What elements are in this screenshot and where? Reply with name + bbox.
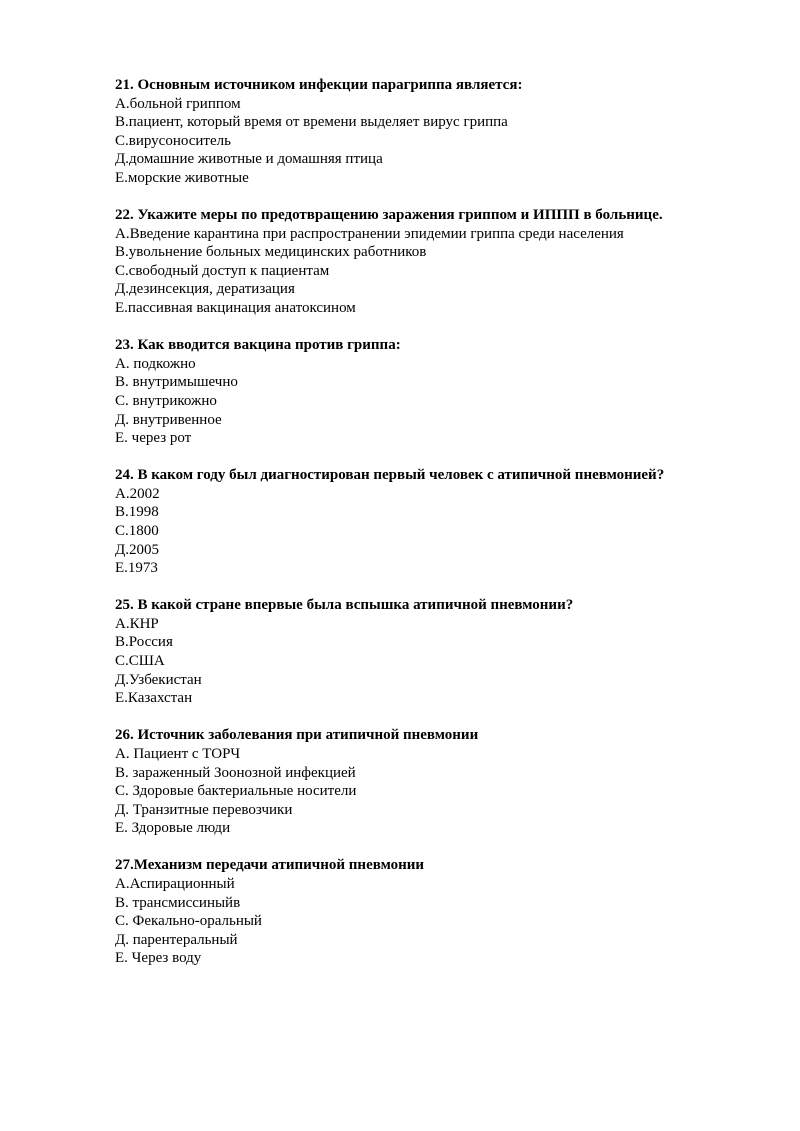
answer-option-c: С.вирусоноситель — [115, 132, 231, 149]
answer-option-e: Е. Через воду — [115, 950, 202, 967]
answer-option-d: Д. внутривенное — [115, 411, 222, 428]
question-title: 26. Источник заболевания при атипичной пневмонии — [115, 727, 479, 744]
answer-option-d: Д.2005 — [115, 541, 159, 558]
answer-option-b: В.1998 — [115, 504, 159, 521]
answer-option-d: Д.домашние животные и домашняя птица — [115, 151, 383, 168]
question-title: 25. В какой стране впервые была вспышка атипичной пневмонии? — [115, 597, 574, 614]
answer-option-d: Д.дезинсекция, дератизация — [115, 281, 295, 298]
answer-option-a: А.Введение карантина при распространении эпидемии гриппа среди населения — [115, 225, 624, 242]
answer-option-c: С. внутрикожно — [115, 392, 217, 409]
answer-option-a: А. подкожно — [115, 355, 196, 372]
question-title: 23. Как вводится вакцина против гриппа: — [115, 337, 401, 354]
answer-option-e: Е.морские животные — [115, 169, 249, 186]
question-title: 22. Укажите меры по предотвращению заражения гриппом и ИППП в больнице. — [115, 207, 663, 224]
answer-option-a: А.КНР — [115, 615, 159, 632]
question-24 — [115, 466, 755, 578]
question-26 — [115, 726, 755, 838]
answer-option-c: С. Здоровые бактериальные носители — [115, 783, 357, 800]
answer-option-e: Е. через рот — [115, 430, 192, 447]
question-25 — [115, 596, 755, 708]
question-22 — [115, 206, 755, 318]
answer-option-e: Е.пассивная вакцинация анатоксином — [115, 300, 356, 317]
answer-option-e: Е. Здоровые люди — [115, 820, 231, 837]
answer-option-a: А.больной гриппом — [115, 95, 241, 112]
document-page — [115, 76, 755, 986]
answer-option-b: В. трансмиссиныйв — [115, 894, 241, 911]
question-title: 24. В каком году был диагностирован первый человек с атипичной пневмонией? — [115, 467, 665, 484]
answer-option-c: С.свободный доступ к пациентам — [115, 262, 330, 279]
question-27 — [115, 856, 755, 968]
answer-option-a: А.2002 — [115, 485, 160, 502]
answer-option-e: Е.1973 — [115, 560, 158, 577]
answer-option-a: А.Аспирационный — [115, 875, 235, 892]
answer-option-d: Д.Узбекистан — [115, 671, 202, 688]
answer-option-e: Е.Казахстан — [115, 690, 193, 707]
answer-option-b: В. зараженный Зоонозной инфекцией — [115, 764, 356, 781]
question-title: 21. Основным источником инфекции парагриппа является: — [115, 77, 523, 93]
answer-option-c: С.1800 — [115, 522, 159, 539]
answer-option-c: С.США — [115, 653, 165, 670]
answer-option-d: Д. парентеральный — [115, 931, 238, 948]
answer-option-b: В.Россия — [115, 634, 173, 651]
question-title: 27.Механизм передачи атипичной пневмонии — [115, 857, 425, 874]
answer-option-b: В. внутримышечно — [115, 374, 238, 391]
answer-option-a: А. Пациент с ТОРЧ — [115, 745, 241, 762]
question-21 — [115, 76, 755, 188]
question-23 — [115, 336, 755, 448]
answer-option-d: Д. Транзитные перевозчики — [115, 801, 293, 818]
answer-option-c: С. Фекально-оральный — [115, 913, 262, 930]
answer-option-b: В.увольнение больных медицинских работников — [115, 244, 427, 261]
answer-option-b: В.пациент, который время от времени выделяет вирус гриппа — [115, 114, 508, 131]
